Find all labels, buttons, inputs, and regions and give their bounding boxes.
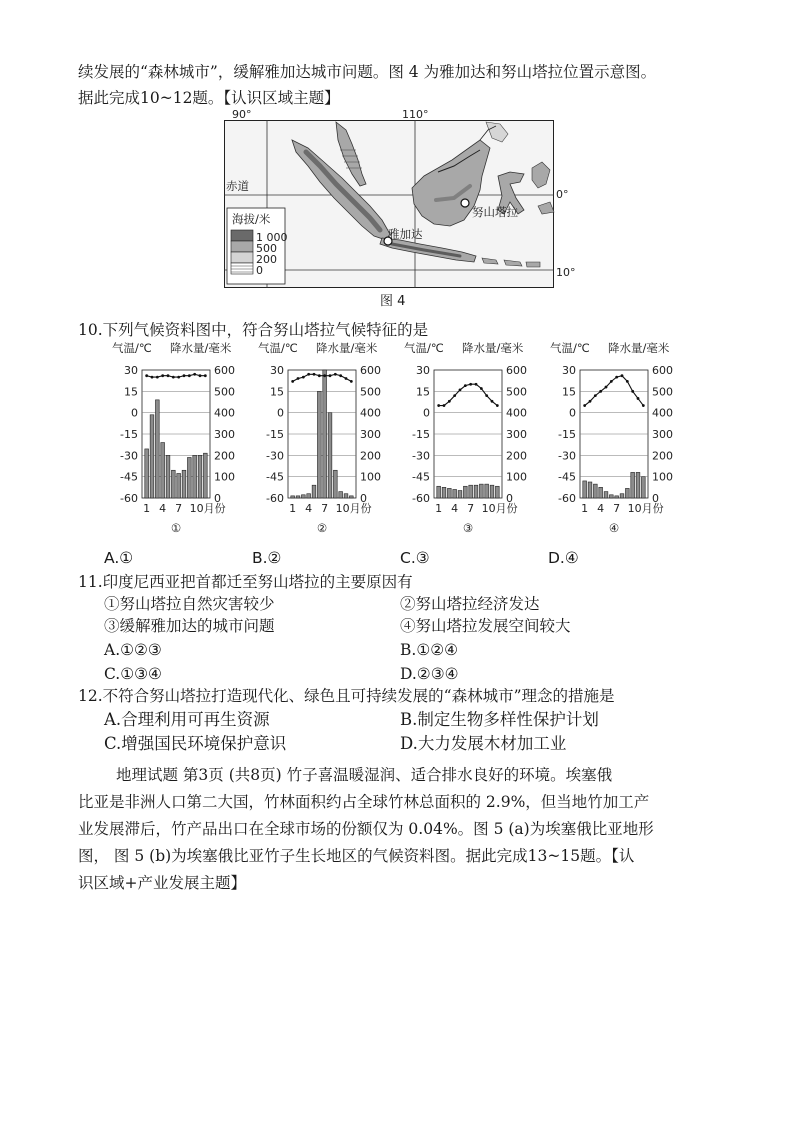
temp-point bbox=[167, 374, 170, 377]
precip-tick-label: 100 bbox=[652, 470, 673, 484]
month-tick-label: 4 bbox=[159, 502, 167, 515]
precip-bar bbox=[463, 486, 467, 498]
precip-bar bbox=[333, 470, 337, 498]
temp-point bbox=[631, 390, 634, 393]
temp-point bbox=[637, 397, 640, 400]
passage-line-5: 识区域+产业发展主题】 bbox=[78, 874, 246, 892]
precip-bar bbox=[155, 400, 159, 498]
q11-option-a[interactable]: A.①②③ bbox=[104, 641, 162, 659]
precip-bar bbox=[193, 455, 197, 498]
month-tick-label: 4 bbox=[305, 502, 313, 515]
month-tick-label: 10月份 bbox=[335, 502, 372, 515]
precip-tick-label: 500 bbox=[652, 385, 673, 399]
temp-tick-label: 0 bbox=[423, 406, 430, 420]
precip-tick-label: 200 bbox=[652, 449, 673, 463]
temp-tick-label: -30 bbox=[266, 449, 284, 463]
temp-point bbox=[448, 400, 451, 403]
temp-tick-label: 30 bbox=[562, 364, 576, 377]
month-tick-label: 4 bbox=[597, 502, 605, 515]
figure-4-caption: 图 4 bbox=[380, 294, 406, 309]
month-tick-label: 10月份 bbox=[627, 502, 664, 515]
q12-option-c[interactable]: C.增强国民环境保护意识 bbox=[104, 734, 287, 753]
chart-id-label: ④ bbox=[608, 521, 620, 535]
precip-tick-label: 500 bbox=[214, 385, 235, 399]
month-tick-label: 1 bbox=[581, 502, 589, 515]
temp-point bbox=[437, 404, 440, 407]
precip-bar bbox=[328, 413, 332, 498]
precip-bar bbox=[485, 484, 489, 498]
q12-option-a[interactable]: A.合理利用可再生资源 bbox=[104, 710, 270, 729]
temp-point bbox=[145, 374, 148, 377]
temp-point bbox=[302, 376, 305, 379]
precip-tick-label: 600 bbox=[506, 364, 527, 377]
temp-point bbox=[339, 374, 342, 377]
jakarta-label: 雅加达 bbox=[388, 227, 423, 241]
month-tick-label: 4 bbox=[451, 502, 459, 515]
precip-bar bbox=[198, 455, 202, 498]
precip-tick-label: 400 bbox=[214, 406, 235, 420]
precip-tick-label: 400 bbox=[506, 406, 527, 420]
temp-point bbox=[464, 384, 467, 387]
temp-point bbox=[485, 394, 488, 397]
equator-label: 赤道 bbox=[226, 179, 249, 193]
q11-option-d[interactable]: D.②③④ bbox=[400, 665, 459, 683]
precip-tick-label: 200 bbox=[214, 449, 235, 463]
precip-bar bbox=[317, 391, 321, 498]
temp-point bbox=[583, 404, 586, 407]
precip-bar bbox=[323, 370, 327, 498]
temp-tick-label: -45 bbox=[412, 470, 430, 484]
temp-tick-label: -15 bbox=[412, 428, 430, 441]
precip-bar bbox=[166, 455, 170, 498]
temp-tick-label: 15 bbox=[270, 385, 284, 399]
precip-bar bbox=[631, 472, 635, 498]
precip-bar bbox=[291, 496, 295, 498]
precip-bar bbox=[187, 457, 191, 498]
lon-label-90: 90° bbox=[232, 108, 252, 121]
temp-point bbox=[329, 374, 332, 377]
temp-tick-label: 30 bbox=[124, 364, 138, 377]
temp-axis-title: 气温/℃ bbox=[404, 341, 444, 355]
climate-chart-1 bbox=[112, 342, 252, 542]
precip-axis-title: 降水量/毫米 bbox=[170, 341, 232, 355]
temp-point bbox=[443, 404, 446, 407]
month-tick-label: 7 bbox=[467, 502, 475, 515]
q10-option-d[interactable]: D.④ bbox=[548, 549, 579, 567]
q10-stem: 10.下列气候资料图中，符合努山塔拉气候特征的是 bbox=[78, 321, 429, 339]
legend-value-200: 200 bbox=[256, 253, 277, 266]
chart-id-label: ② bbox=[316, 521, 328, 535]
temp-tick-label: -45 bbox=[120, 470, 138, 484]
precip-bar bbox=[182, 470, 186, 498]
temp-point bbox=[475, 383, 478, 386]
precip-tick-label: 400 bbox=[652, 406, 673, 420]
temp-point bbox=[469, 383, 472, 386]
temp-tick-label: -30 bbox=[412, 449, 430, 463]
temp-point bbox=[626, 380, 629, 383]
precip-bar bbox=[339, 492, 343, 498]
temp-point bbox=[188, 374, 191, 377]
precip-tick-label: 400 bbox=[360, 406, 381, 420]
precip-bar bbox=[150, 415, 154, 498]
precip-bar bbox=[588, 482, 592, 498]
lat-label-0: 0° bbox=[556, 188, 569, 201]
temp-point bbox=[323, 374, 326, 377]
month-tick-label: 1 bbox=[435, 502, 443, 515]
precip-bar bbox=[307, 494, 311, 498]
precip-bar bbox=[312, 485, 316, 498]
precip-bar bbox=[442, 487, 446, 498]
temp-point bbox=[459, 389, 462, 392]
temp-line bbox=[147, 374, 206, 377]
lon-label-110: 110° bbox=[402, 108, 429, 121]
chart-id-label: ① bbox=[170, 521, 182, 535]
q11-stem: 11.印度尼西亚把首都迁至努山塔拉的主要原因有 bbox=[78, 573, 413, 591]
temp-tick-label: -15 bbox=[266, 428, 284, 441]
precip-tick-label: 200 bbox=[506, 449, 527, 463]
precip-bar bbox=[479, 484, 483, 498]
temp-tick-label: -60 bbox=[412, 492, 430, 505]
precip-bar bbox=[583, 481, 587, 498]
temp-point bbox=[610, 380, 613, 383]
temp-point bbox=[491, 400, 494, 403]
legend-value-500: 500 bbox=[256, 242, 277, 255]
precip-tick-label: 0 bbox=[214, 492, 221, 505]
precip-bar bbox=[177, 473, 181, 498]
precip-bar bbox=[171, 470, 175, 498]
precip-bar bbox=[344, 494, 348, 498]
chart-id-label: ③ bbox=[462, 521, 474, 535]
q11-option-b[interactable]: B.①②④ bbox=[400, 641, 459, 659]
temp-point bbox=[453, 394, 456, 397]
temp-line bbox=[439, 384, 498, 405]
precip-bar bbox=[458, 491, 462, 498]
precip-tick-label: 0 bbox=[506, 492, 513, 505]
precip-tick-label: 100 bbox=[214, 470, 235, 484]
passage-line-4: 图， 图 5 (b)为埃塞俄比亚竹子生长地区的气候资料图。据此完成13~15题。【认 bbox=[78, 847, 635, 865]
month-tick-label: 10月份 bbox=[481, 502, 518, 515]
temp-tick-label: -60 bbox=[120, 492, 138, 505]
q11-item-2: ②努山塔拉经济发达 bbox=[400, 595, 540, 613]
precip-bar bbox=[469, 485, 473, 498]
temp-tick-label: 0 bbox=[131, 406, 138, 420]
precip-bar bbox=[474, 485, 478, 498]
month-tick-label: 7 bbox=[175, 502, 183, 515]
temp-point bbox=[204, 374, 207, 377]
month-tick-label: 7 bbox=[613, 502, 621, 515]
legend-swatch-0 bbox=[231, 263, 253, 274]
temp-point bbox=[177, 376, 180, 379]
temp-point bbox=[334, 373, 337, 376]
temp-point bbox=[193, 373, 196, 376]
legend-value-0: 0 bbox=[256, 264, 263, 277]
temp-tick-label: 0 bbox=[277, 406, 284, 420]
precip-bar bbox=[437, 486, 441, 498]
legend-swatch-500 bbox=[231, 241, 253, 252]
temp-tick-label: 15 bbox=[562, 385, 576, 399]
temp-tick-label: -30 bbox=[120, 449, 138, 463]
temp-tick-label: -60 bbox=[266, 492, 284, 505]
precip-bar bbox=[636, 472, 640, 498]
q11-item-1: ①努山塔拉自然灾害较少 bbox=[104, 595, 275, 613]
precip-bar bbox=[447, 488, 451, 498]
precip-bar bbox=[641, 477, 645, 498]
temp-point bbox=[313, 373, 316, 376]
precip-tick-label: 500 bbox=[506, 385, 527, 399]
temp-tick-label: 15 bbox=[124, 385, 138, 399]
legend-value-1000: 1 000 bbox=[256, 231, 288, 244]
nusantara-label: 努山塔拉 bbox=[472, 205, 518, 219]
precip-bar bbox=[604, 492, 608, 498]
precip-tick-label: 600 bbox=[360, 364, 381, 377]
passage-line-3: 业发展滞后，竹产品出口在全球市场的份额仅为 0.04%。图 5 (a)为埃塞俄比亚地形 bbox=[78, 820, 654, 838]
precip-bar bbox=[296, 496, 300, 498]
temp-axis-title: 气温/℃ bbox=[258, 341, 298, 355]
precip-tick-label: 0 bbox=[360, 492, 367, 505]
temp-point bbox=[496, 404, 499, 407]
precip-bar bbox=[625, 488, 629, 498]
precip-tick-label: 500 bbox=[360, 385, 381, 399]
intro-line-2: 据此完成10~12题。【认识区域主题】 bbox=[78, 89, 340, 107]
precip-tick-label: 600 bbox=[214, 364, 235, 377]
precip-tick-label: 100 bbox=[360, 470, 381, 484]
precip-axis-title: 降水量/毫米 bbox=[462, 341, 524, 355]
temp-tick-label: -60 bbox=[558, 492, 576, 505]
month-tick-label: 10月份 bbox=[189, 502, 226, 515]
precip-tick-label: 300 bbox=[360, 428, 381, 441]
temp-point bbox=[615, 376, 618, 379]
temp-tick-label: 30 bbox=[416, 364, 430, 377]
month-tick-label: 7 bbox=[321, 502, 329, 515]
q10-option-a[interactable]: A.① bbox=[104, 549, 134, 567]
nusantara-marker bbox=[461, 199, 469, 207]
temp-tick-label: -45 bbox=[266, 470, 284, 484]
precip-tick-label: 300 bbox=[652, 428, 673, 441]
temp-point bbox=[480, 387, 483, 390]
precip-axis-title: 降水量/毫米 bbox=[608, 341, 670, 355]
precip-bar bbox=[599, 487, 603, 498]
precip-bar bbox=[203, 453, 207, 498]
precip-bar bbox=[620, 494, 624, 498]
precip-bar bbox=[161, 443, 165, 498]
temp-line bbox=[585, 376, 644, 406]
month-tick-label: 1 bbox=[289, 502, 297, 515]
temp-point bbox=[297, 377, 300, 380]
temp-point bbox=[161, 374, 164, 377]
precip-tick-label: 300 bbox=[506, 428, 527, 441]
temp-tick-label: -15 bbox=[558, 428, 576, 441]
q11-item-3: ③缓解雅加达的城市问题 bbox=[104, 617, 275, 635]
temp-point bbox=[594, 394, 597, 397]
precip-bar bbox=[453, 489, 457, 498]
temp-point bbox=[605, 386, 608, 389]
q10-option-b[interactable]: B.② bbox=[252, 549, 282, 567]
temp-line bbox=[293, 374, 352, 381]
temp-axis-title: 气温/℃ bbox=[112, 341, 152, 355]
temp-point bbox=[307, 373, 310, 376]
precip-bar bbox=[145, 449, 149, 498]
temp-point bbox=[172, 376, 175, 379]
q12-option-d[interactable]: D.大力发展木材加工业 bbox=[400, 734, 567, 753]
month-tick-label: 1 bbox=[143, 502, 151, 515]
temp-axis-title: 气温/℃ bbox=[550, 341, 590, 355]
precip-tick-label: 0 bbox=[652, 492, 659, 505]
q10-option-c[interactable]: C.③ bbox=[400, 549, 430, 567]
precip-bar bbox=[609, 495, 613, 498]
temp-point bbox=[183, 374, 186, 377]
temp-point bbox=[642, 404, 645, 407]
q11-item-4: ④努山塔拉发展空间较大 bbox=[400, 617, 571, 635]
temp-tick-label: -30 bbox=[558, 449, 576, 463]
temp-tick-label: -15 bbox=[120, 428, 138, 441]
temp-point bbox=[621, 374, 624, 377]
precip-bar bbox=[301, 495, 305, 498]
precip-tick-label: 300 bbox=[214, 428, 235, 441]
figure-4-map bbox=[224, 108, 576, 288]
temp-point bbox=[156, 376, 159, 379]
passage-line-2: 比亚是非洲人口第二大国，竹林面积约占全球竹林总面积的 2.9%，但当地竹加工产 bbox=[78, 793, 650, 811]
climate-chart-4 bbox=[550, 342, 690, 542]
temp-tick-label: 30 bbox=[270, 364, 284, 377]
precip-tick-label: 100 bbox=[506, 470, 527, 484]
legend-swatch-200 bbox=[231, 252, 253, 263]
temp-point bbox=[151, 376, 154, 379]
temp-tick-label: 15 bbox=[416, 385, 430, 399]
precip-tick-label: 200 bbox=[360, 449, 381, 463]
climate-chart-3 bbox=[404, 342, 544, 542]
temp-point bbox=[350, 380, 353, 383]
precip-bar bbox=[495, 486, 499, 498]
temp-point bbox=[318, 374, 321, 377]
precip-bar bbox=[349, 496, 353, 498]
precip-bar bbox=[490, 485, 494, 498]
temp-tick-label: 0 bbox=[569, 406, 576, 420]
temp-point bbox=[599, 390, 602, 393]
passage-line-1: 地理试题 第3页 (共8页) 竹子喜温暖湿润、适合排水良好的环境。埃塞俄 bbox=[116, 766, 613, 784]
precip-tick-label: 600 bbox=[652, 364, 673, 377]
intro-line-1: 续发展的“森林城市”，缓解雅加达城市问题。图 4 为雅加达和努山塔拉位置示意图。 bbox=[78, 63, 657, 81]
lat-label-10: 10° bbox=[556, 266, 576, 279]
legend-swatch-1000 bbox=[231, 230, 253, 241]
precip-bar bbox=[615, 496, 619, 498]
temp-tick-label: -45 bbox=[558, 470, 576, 484]
precip-axis-title: 降水量/毫米 bbox=[316, 341, 378, 355]
climate-chart-2 bbox=[258, 342, 398, 542]
temp-point bbox=[589, 400, 592, 403]
legend-title: 海拔/米 bbox=[232, 212, 271, 226]
precip-bar bbox=[593, 484, 597, 498]
temp-point bbox=[199, 374, 202, 377]
q12-option-b[interactable]: B.制定生物多样性保护计划 bbox=[400, 710, 599, 729]
temp-point bbox=[291, 380, 294, 383]
q12-stem: 12.不符合努山塔拉打造现代化、绿色且可持续发展的“森林城市”理念的措施是 bbox=[78, 687, 615, 705]
q11-option-c[interactable]: C.①③④ bbox=[104, 665, 162, 683]
temp-point bbox=[345, 377, 348, 380]
